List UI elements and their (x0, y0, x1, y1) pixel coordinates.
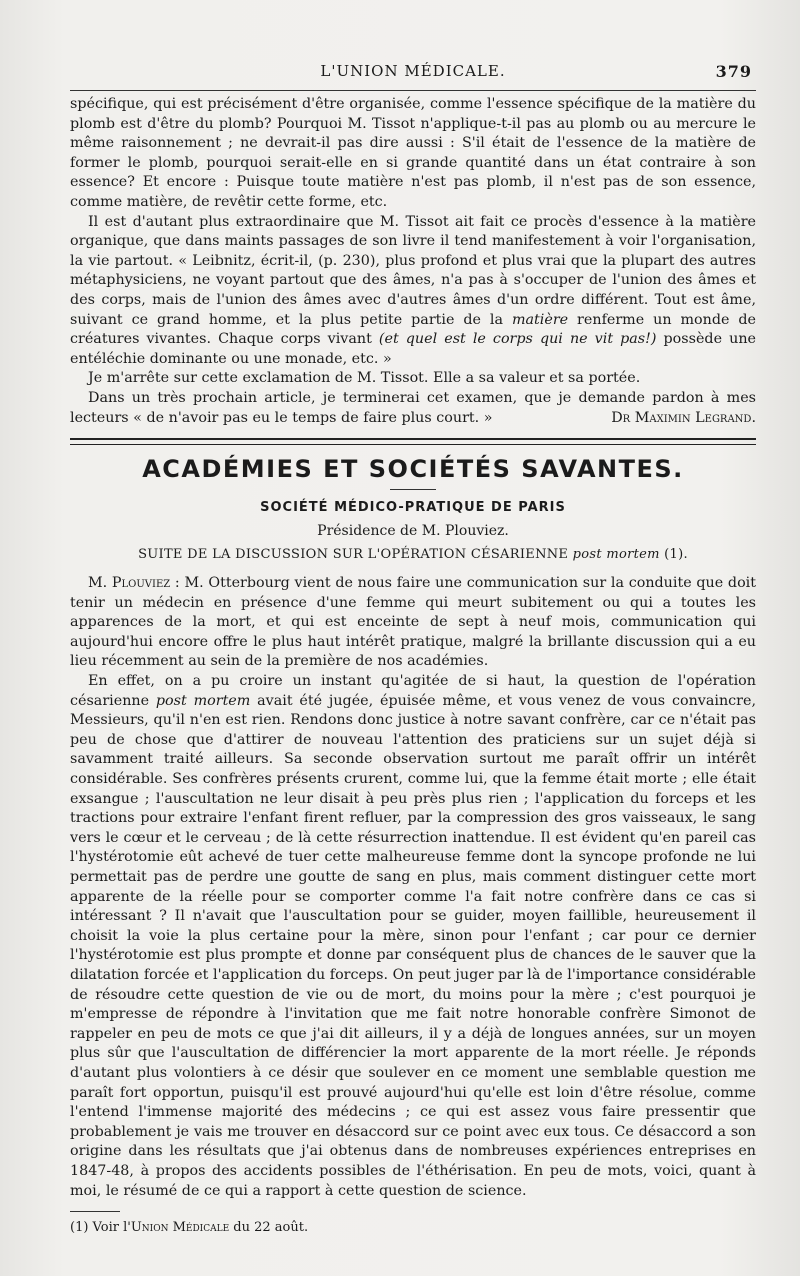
text-run: M. Otterbourg vient de nous faire une communication sur la conduite que doit tenir un médecin en présence d'une femme qui meurt subitement ou qui a toutes les apparences de la mort, et qui est enceinte de sept à neuf mois, communication qui aujourd'hui encore offre le plus haut intérêt pratique, malgré la brillante discussion qui a eu lieu récemment au sein de la première de nos académies. (70, 575, 756, 670)
society-heading: SOCIÉTÉ MÉDICO-PRATIQUE DE PARIS (260, 500, 566, 516)
journal-name: Union Médicale (130, 1220, 230, 1236)
text-run: du 22 août. (229, 1220, 309, 1236)
discussion-body (70, 574, 756, 1201)
presidence-line: Présidence de M. Plouviez. (317, 523, 509, 540)
ornament-rule (390, 489, 436, 490)
page-number: 379 (715, 62, 752, 81)
paragraph: Je m'arrête sur cette exclamation de M. Tissot. Elle a sa valeur et sa portée. (88, 370, 641, 387)
paragraph (70, 389, 756, 428)
text-run: En effet, on a pu croire un instant qu'agitée de si haut, la question de l'opération césarienne (70, 673, 756, 709)
footnote (70, 1220, 756, 1235)
text-run: Dans un très prochain article, je terminerai cet examen, que je demande pardon à mes lecteurs « de n'avoir pas eu le temps de faire plus court. » (70, 389, 756, 426)
discussion-heading (70, 547, 756, 562)
text-run: renferme un monde de créatures vivantes. Chaque corps vivant (70, 311, 756, 348)
paragraph: spécifique, qui est précisément d'être organisée, comme l'essence spécifique de la matière du plomb est d'être du plomb? Pourquoi M. Tissot n'applique-t-il pas au plomb ou au mercure le même raisonnement ; ne devrait-il pas dire aussi : S'il était de l'essence de la matière de former le plomb, pourquoi serait-elle en si grande quantité dans un état contraire à son essence? Et encore : Puisque toute matière n'est pas plomb, il n'est pas de son essence, comme matière, de revêtir cette forme, etc. (70, 96, 756, 210)
speaker-name: M. Plouviez : (88, 575, 180, 592)
running-head (70, 60, 756, 90)
text-run: Il est d'autant plus extraordinaire que M. Tissot ait fait ce procès d'essence à la matière organique, que dans maints passages de son livre il tend manifestement à voir l'organisation, la vie partout. « Leibnitz, écrit-il, (p. 230), plus profond et plus vrai que la plupart des autres métaphysiciens, ne voyant partout que des âmes, n'a pas à s'occuper de l'union des âmes et des corps, mais de l'union des âmes avec d'autres âmes d'un ordre différent. Tout est âme, suivant ce grand homme, et la plus petite partie de la (70, 213, 756, 328)
running-title: L'UNION MÉDICALE. (320, 62, 506, 80)
text-run: possède une entéléchie dominante ou une monade, etc. » (70, 331, 756, 367)
text-run: SUITE DE LA DISCUSSION SUR L'OPÉRATION CÉSARIENNE (138, 547, 573, 563)
text-run: (1) Voir l' (70, 1220, 131, 1236)
paragraph (70, 574, 756, 672)
text-run: (1). (659, 547, 688, 563)
paragraph (70, 672, 756, 1201)
italic-text: (et quel est le corps qui ne vit pas!) (378, 331, 657, 348)
section-title: ACADÉMIES ET SOCIÉTÉS SAVANTES. (142, 455, 684, 484)
article-continuation (70, 95, 756, 428)
italic-text: post mortem (155, 692, 251, 709)
italic-text: post mortem (572, 547, 660, 563)
author-signature: Dr Maximin Legrand. (611, 409, 756, 426)
header-rule (70, 90, 756, 91)
footnote-rule (70, 1211, 120, 1212)
italic-text: matière (511, 311, 569, 328)
text-run: avait été jugée, épuisée même, et vous venez de vous convaincre, Messieurs, qu'il n'en est rien. Rendons donc justice à notre savant confrère, car ce n'était pas peu de chose que d'attirer de nouveau l'attention des praticiens sur un sujet déjà si savamment traité ailleurs. Sa seconde observation surtout me paraît offrir un intérêt considérable. Ses confrères présents crurent, comme lui, que la femme était morte ; elle était exsangue ; l'auscultation ne leur disait à peu près plus rien ; l'application du forceps et les tractions pour extraire l'enfant firent refluer, par la compression des gros vaisseaux, le sang vers le cœur et le cerveau ; de là cette résurrection inattendue. Il est évident qu'en pareil cas l'hystérotomie eût achevé de tuer cette malheureuse femme dont la syncope profonde ne lui permettait pas de perdre une goutte de sang en plus, mais comment distinguer cette mort apparente de la réelle pour se comporter comme l'a fait notre confrère dans ce cas si intéressant ? Il n'avait que l'auscultation pour se guider, moyen faillible, heureusement il choisit la voie la plus certaine pour la mère, sinon pour l'enfant ; car pour ce dernier l'hystérotomie est plus prompte et donne par conséquent plus de chances de le sauver que la dilatation forcée et l'application du forceps. On peut juger par là de l'importance considérable de résoudre cette question de vie ou de mort, du moins pour la mère ; c'est pourquoi je m'empresse de répondre à l'invitation que me fait notre honorable confrère Simonot de rappeler en peu de mots ce que j'ai dit ailleurs, il y a déjà de longues années, sur un moyen plus sûr que l'auscultation de différencier la mort apparente de la mort réelle. Je réponds d'autant plus volontiers à ce désir que soulever en ce moment une semblable question me paraît fort opportun, puisqu'il est prouvé aujourd'hui qu'elle est loin d'être résolue, comme l'entend l'immense majorité des médecins ; ce qui est assez vous faire pressentir que probablement je vais me trouver en désaccord sur ce point avec eux tous. Ce désaccord a son origine dans les résultats que j'ai obtenus dans de nombreuses expériences entreprises en 1847-48, à propos des accidents possibles de l'éthérisation. En peu de mots, voici, quant à moi, le résumé de ce qui a rapport à cette question de science. (70, 692, 757, 1199)
section-rule (70, 438, 756, 445)
paragraph (70, 213, 756, 370)
